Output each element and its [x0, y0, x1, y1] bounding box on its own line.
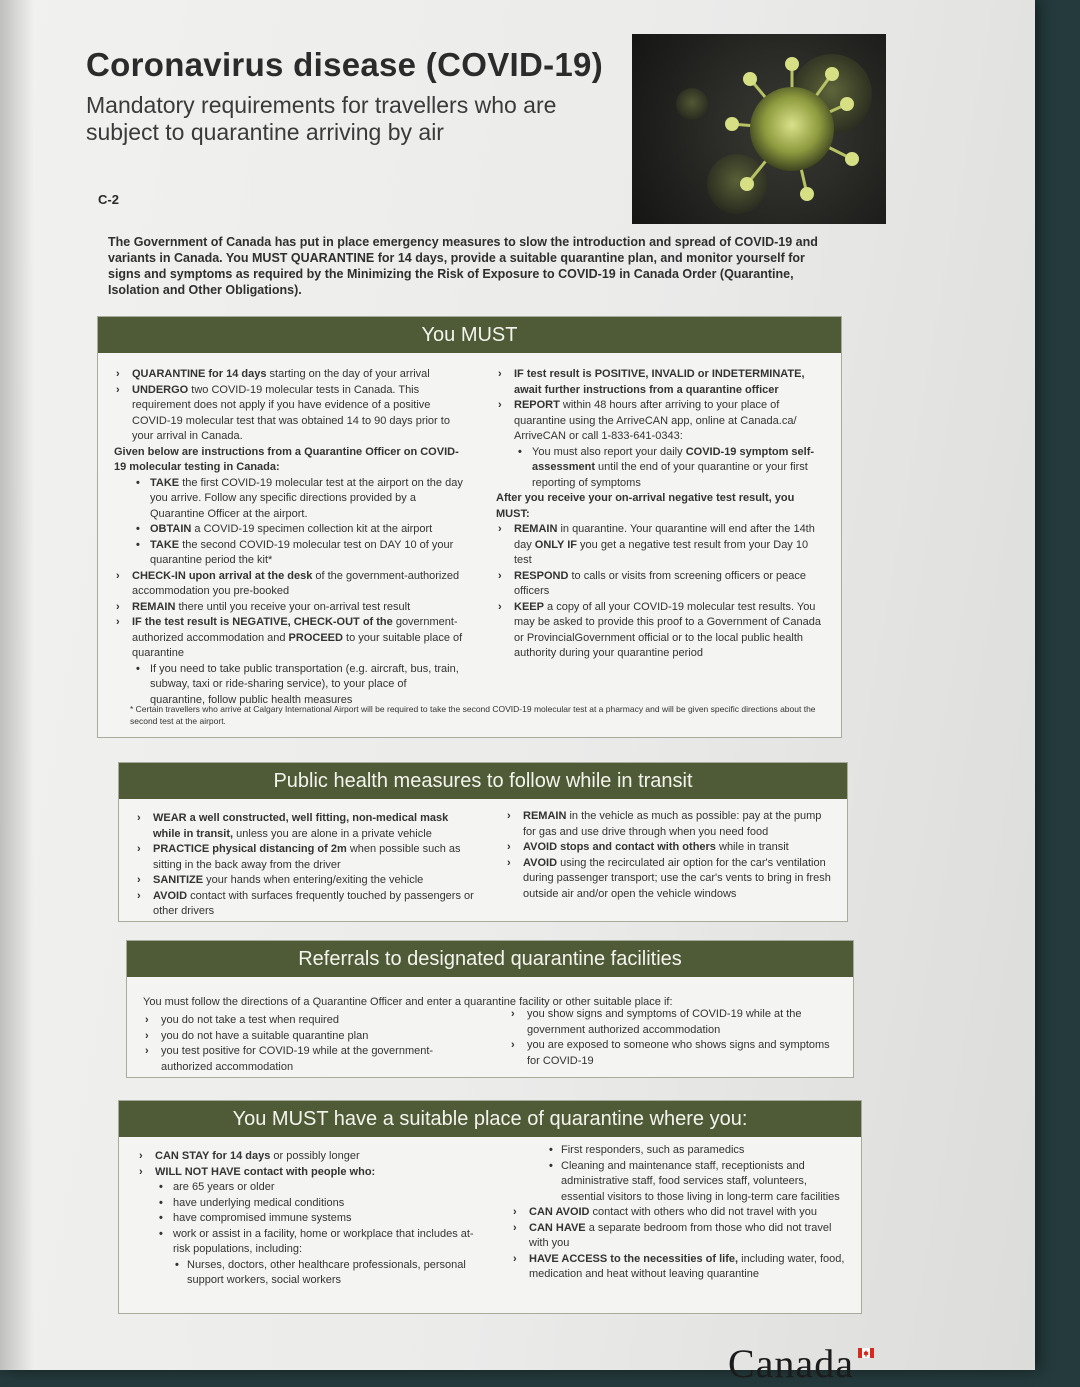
transit-heading: Public health measures to follow while in transit [119, 763, 847, 799]
item-text: government-authorized accommodation and [132, 616, 458, 644]
you-must-panel [97, 316, 842, 738]
transit-right-list [505, 809, 835, 902]
item-text: until the end of your quarantine or your first reporting of symptoms [532, 461, 808, 489]
item-bold-text: IF test result is POSITIVE, INVALID or INDETERMINATE, await further instructions from a quarantine officer [514, 368, 805, 396]
page-edge-shadow [0, 0, 34, 1370]
item-bold-text: REMAIN [523, 810, 567, 822]
list-item [505, 840, 835, 856]
list-item [135, 842, 475, 873]
list-item [114, 569, 464, 600]
item-text: a COVID-19 specimen collection kit at the airport [191, 523, 433, 535]
list-item [114, 367, 464, 383]
transit-panel [118, 762, 848, 922]
you-must-right-column [496, 367, 824, 662]
list-item [143, 1044, 473, 1075]
item-text: you test positive for COVID-19 while at the government-authorized accommodation [161, 1045, 434, 1073]
referrals-right-list [509, 1007, 841, 1069]
referrals-left-list [143, 1013, 473, 1075]
list-item [511, 1221, 851, 1252]
item-text: there until you receive your on-arrival test result [175, 600, 411, 613]
item-bold-text: CHECK-IN upon arrival at the desk [132, 569, 313, 582]
place-left-column [137, 1149, 487, 1289]
document-code: C-2 [98, 192, 119, 207]
item-text: work or assist in a facility, home or workplace that includes at-risk populations, including: [173, 1227, 474, 1255]
item-bold-text: Given below are instructions from a Quarantine Officer on COVID-19 molecular testing in Canada: [114, 445, 459, 473]
list-item [114, 383, 464, 445]
item-bold-text: HAVE ACCESS to the necessities of life, [529, 1252, 739, 1265]
transit-left-column [135, 811, 475, 920]
list-item [511, 1143, 851, 1159]
list-item [137, 1227, 487, 1258]
item-text: have underlying medical conditions [173, 1196, 345, 1209]
item-bold-text: AVOID stops and contact with others [523, 841, 716, 853]
item-text: the first COVID-19 molecular test at the airport on the day you arrive. Follow any specific directions provided by a Quarantine Officer at the airport. [150, 476, 463, 520]
you-must-left-list [114, 367, 464, 708]
item-text: when possible such as sitting in the back away from the driver [153, 843, 461, 871]
item-text: two COVID-19 molecular tests in Canada. This requirement does not apply if you have evidence of a positive COVID-19 molecular test that was obtained 14 to 90 days prior to your arrival in Canada. [132, 383, 450, 442]
list-item [511, 1159, 851, 1206]
item-text: you do not take a test when required [161, 1014, 339, 1026]
item-bold-text: WEAR a well constructed, well fitting, non-medical mask while in transit, [153, 812, 449, 840]
item-bold-text: WILL NOT HAVE contact with people who: [155, 1165, 376, 1178]
item-bold-text: After you receive your on-arrival negative test result, you MUST: [496, 492, 795, 520]
item-bold-text: OBTAIN [150, 523, 192, 535]
list-item [143, 1013, 473, 1029]
item-text: unless you are alone in a private vehicle [233, 827, 432, 840]
item-text: in quarantine. Your quarantine will end after the 14th day [514, 523, 815, 551]
page-title: Coronavirus disease (COVID-19) [86, 46, 603, 83]
list-item [143, 1029, 473, 1045]
item-text: contact with surfaces frequently touched by passengers or other drivers [153, 889, 474, 917]
place-left-list [137, 1149, 487, 1289]
list-item [511, 1205, 851, 1221]
item-text: If you need to take public transportation (e.g. aircraft, bus, train, subway, taxi or ride-sharing service), to your place of quarantine, follow public health measures [150, 662, 459, 706]
transit-right-column [505, 809, 835, 902]
list-item [135, 811, 475, 842]
footnote: * Certain travellers who arrive at Calgary International Airport will be required to take the second COVID-19 molecular test at a pharmacy and will be given specific directions about the second test at the airport. [130, 704, 816, 726]
item-text: starting on the day of your arrival [266, 368, 430, 380]
you-must-right-list [496, 367, 824, 662]
item-bold-text: IF the test result is NEGATIVE, CHECK-OUT of the [132, 616, 393, 628]
referrals-left-column [143, 1013, 473, 1075]
list-item [135, 873, 475, 889]
item-bold-text: REMAIN [132, 600, 176, 613]
item-bold-text: SANITIZE [153, 874, 204, 886]
item-text: of the government-authorized accommodation you pre-booked [132, 569, 460, 597]
list-item [137, 1149, 487, 1165]
list-item [496, 600, 824, 662]
item-bold-text: TAKE [150, 538, 180, 551]
item-text: a separate bedroom from those who did not travel with you [529, 1221, 832, 1249]
place-heading: You MUST have a suitable place of quarantine where you: [119, 1101, 861, 1137]
item-bold-text: REPORT [514, 399, 560, 411]
referrals-right-column [509, 1007, 841, 1069]
intro-paragraph: The Government of Canada has put in place emergency measures to slow the introduction and spread of COVID-19 and variants in Canada. You MUST QUARANTINE for 14 days, provide a suitable quarantine plan, and monitor yourself for signs and symptoms as required by the Minimizing the Risk of Exposure to COVID-19 in Canada Order (Quarantine, Isolation and Other Obligations). [108, 235, 818, 297]
item-bold-text: COVID-19 symptom self-assessment [532, 445, 815, 473]
item-text: have compromised immune systems [173, 1212, 352, 1224]
item-bold-text: AVOID [153, 889, 188, 902]
item-text: the second COVID-19 molecular test on DAY 10 of your quarantine period the kit* [150, 538, 454, 566]
list-item [114, 662, 464, 709]
item-text: to your suitable place of quarantine [132, 631, 463, 659]
list-item [496, 367, 824, 398]
transit-left-list [135, 811, 475, 920]
item-bold-text: KEEP [514, 600, 544, 613]
list-item [114, 600, 464, 616]
list-item [137, 1211, 487, 1227]
list-item [137, 1196, 487, 1212]
list-item [505, 809, 835, 840]
item-bold-text: TAKE [150, 476, 180, 489]
referrals-heading: Referrals to designated quarantine facilities [127, 941, 853, 977]
place-right-column [511, 1143, 851, 1283]
item-text: Cleaning and maintenance staff, receptionists and administrative staff, food services staff, volunteers, essential visitors to those living in long-term care facilities [561, 1159, 840, 1203]
item-text: you get a negative test result from your Day 10 test [514, 538, 809, 566]
item-text: a copy of all your COVID-19 molecular test results. You may be asked to provide this proof to a Government of Canada or ProvincialGovernment official or to the local public health authority during your quarantine period [514, 600, 821, 659]
item-text: to calls or visits from screening officers or peace officers [514, 569, 807, 597]
list-item [509, 1038, 841, 1069]
list-item [137, 1258, 487, 1289]
item-text: including water, food, medication and heat without leaving quarantine [529, 1252, 845, 1280]
item-text: First responders, such as paramedics [561, 1144, 745, 1156]
coronavirus-image [632, 34, 886, 224]
item-text: you are exposed to someone who shows signs and symptoms for COVID-19 [527, 1039, 830, 1067]
list-item [509, 1007, 841, 1038]
item-bold-text: RESPOND [514, 569, 569, 582]
place-panel [118, 1100, 862, 1314]
list-item [496, 398, 824, 445]
list-item [135, 889, 475, 920]
list-item [114, 445, 464, 476]
referrals-panel [126, 940, 854, 1078]
list-item [114, 476, 464, 523]
page-subtitle: Mandatory requirements for travellers who are subject to quarantine arriving by air [86, 92, 557, 145]
item-text: you do not have a suitable quarantine plan [161, 1029, 369, 1042]
list-item [114, 615, 464, 662]
list-item [496, 569, 824, 600]
item-bold-text: UNDERGO [132, 383, 189, 396]
item-text: you show signs and symptoms of COVID-19 while at the government authorized accommodation [527, 1008, 802, 1036]
item-text: Nurses, doctors, other healthcare professionals, personal support workers, social workers [187, 1258, 466, 1286]
item-text: using the recirculated air option for the car's ventilation during passenger transport; use the car's vents to bring in fresh outside air and/or open the vehicle windows [523, 856, 831, 900]
you-must-left-column [114, 367, 464, 708]
item-bold-text: PROCEED [288, 631, 343, 644]
place-right-list [511, 1143, 851, 1283]
item-bold-text: QUARANTINE for 14 days [132, 368, 267, 380]
item-bold-text: REMAIN [514, 523, 558, 535]
list-item [505, 856, 835, 903]
list-item [114, 522, 464, 538]
item-text: while in transit [715, 841, 789, 853]
list-item [511, 1252, 851, 1283]
list-item [114, 538, 464, 569]
you-must-heading: You MUST [98, 317, 841, 353]
list-item [496, 522, 824, 569]
item-text: You must also report your daily [532, 445, 686, 458]
item-bold-text: AVOID [523, 856, 558, 869]
item-text: your hands when entering/exiting the vehicle [203, 874, 424, 886]
canada-flag-icon [858, 1348, 874, 1358]
item-bold-text: CAN AVOID [529, 1206, 590, 1218]
list-item [496, 445, 824, 492]
item-bold-text: ONLY IF [534, 538, 577, 551]
item-bold-text: CAN STAY for 14 days [155, 1150, 271, 1162]
item-text: are 65 years or older [173, 1181, 275, 1193]
list-item [137, 1165, 487, 1181]
canada-wordmark: Canada [728, 1341, 854, 1386]
item-text: contact with others who did not travel with you [589, 1206, 817, 1218]
item-text: or possibly longer [270, 1150, 360, 1162]
referrals-lead: You must follow the directions of a Quarantine Officer and enter a quarantine facility or other suitable place if: [143, 996, 673, 1008]
list-item [137, 1180, 487, 1196]
item-bold-text: PRACTICE physical distancing of 2m [153, 843, 347, 855]
item-text: in the vehicle as much as possible: pay at the pump for gas and use drive through when you need food [523, 810, 822, 838]
item-bold-text: CAN HAVE [529, 1221, 586, 1234]
item-text: within 48 hours after arriving to your place of quarantine using the ArriveCAN app, online at Canada.ca/ ArriveCAN or call 1-833-641-0343: [514, 399, 797, 442]
list-item [496, 491, 824, 522]
